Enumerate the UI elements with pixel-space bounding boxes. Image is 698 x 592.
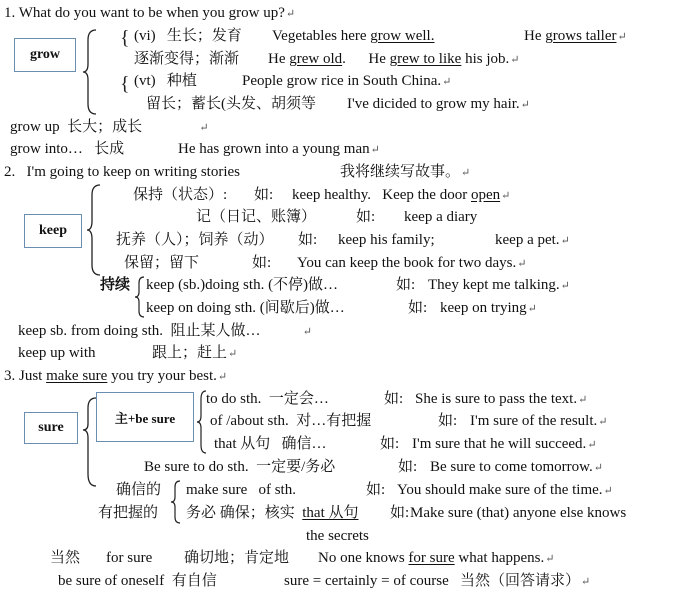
grow-gradually-example: He grew old. He grew to like his job.↵ bbox=[268, 51, 520, 67]
keep-diary-example: keep a diary bbox=[404, 209, 478, 225]
keep-diary-ru: 如: bbox=[356, 209, 376, 225]
subject-be-sure-box: 主+be sure bbox=[96, 392, 194, 442]
make-sure-brace bbox=[170, 480, 182, 524]
be-sure-to-example: Be sure to come tomorrow.↵ bbox=[430, 459, 603, 475]
grow-brace bbox=[82, 28, 102, 116]
keep-continue-brace bbox=[134, 276, 146, 318]
sure-that-ru: 如: bbox=[380, 436, 400, 452]
for-sure-cn: 当然 bbox=[50, 550, 81, 566]
sure-of-example: I'm sure of the result.↵ bbox=[470, 413, 608, 429]
section-2-heading: 2. I'm going to keep on writing stories bbox=[4, 164, 241, 180]
keep-diary-label: 记（日记、账簿） bbox=[196, 209, 317, 225]
make-sure-of-pattern: make sure of sth. bbox=[186, 482, 296, 498]
vi-brace: { bbox=[120, 27, 130, 49]
be-sure-to-pattern: Be sure to do sth. 一定要/务必 bbox=[144, 459, 336, 475]
make-sure-that-ru: 如: bbox=[390, 505, 410, 521]
keep-retain-label: 保留；留下 bbox=[124, 255, 200, 271]
grow-box: grow bbox=[14, 38, 76, 72]
grow-gradually-line: 逐渐变得；渐渐 bbox=[134, 51, 240, 67]
assured-label: 有把握的 bbox=[98, 505, 159, 521]
make-sure-that-pattern: 务必 确保；核实 that 从句 bbox=[186, 505, 359, 521]
keep-doing-pattern: keep (sb.)doing sth. (不停)做… bbox=[146, 277, 339, 293]
for-sure-phrase: for sure bbox=[106, 550, 153, 566]
grow-hair-example: I've dicided to grow my hair.↵ bbox=[347, 96, 530, 112]
vt-brace: { bbox=[120, 73, 130, 95]
keep-raise-example-2: keep a pet.↵ bbox=[495, 232, 570, 248]
make-sure-that-example-cont: the secrets bbox=[306, 528, 369, 544]
keep-doing-example: They kept me talking.↵ bbox=[428, 277, 570, 293]
keep-on-doing-ru: 如: bbox=[408, 300, 428, 316]
sure-to-do-example: She is sure to pass the text.↵ bbox=[415, 391, 588, 407]
keep-from-phrase: keep sb. from doing sth. 阻止某人做… ↵ bbox=[18, 323, 312, 339]
keep-state-example: keep healthy. Keep the door open↵ bbox=[292, 187, 511, 203]
keep-raise-ru: 如: bbox=[298, 232, 318, 248]
be-sure-to-ru: 如: bbox=[398, 459, 418, 475]
keep-retain-example: You can keep the book for two days.↵ bbox=[297, 255, 527, 271]
grow-vt-line: (vt) 种植 bbox=[134, 73, 197, 89]
make-sure-of-ru: 如: bbox=[366, 482, 386, 498]
grow-vi-line: (vi) 生长；发育 bbox=[134, 28, 242, 44]
make-sure-that-example: Make sure (that) anyone else knows bbox=[410, 505, 627, 521]
section-3-heading: 3. Just make sure you try your best.↵ bbox=[4, 368, 228, 384]
sure-that-pattern: that 从句 确信… bbox=[214, 436, 327, 452]
keep-state-label: 保持（状态）: bbox=[133, 187, 228, 203]
make-sure-of-example: You should make sure of the time.↵ bbox=[397, 482, 613, 498]
section-2-heading-cn: 我将继续写故事。↵ bbox=[340, 164, 471, 180]
sure-box: sure bbox=[24, 412, 78, 444]
sure-of-pattern: of /about sth. 对…有把握 bbox=[210, 413, 372, 429]
keep-box: keep bbox=[24, 214, 82, 248]
grow-hair-line: 留长；蓄长(头发、胡须等 bbox=[146, 96, 316, 112]
keep-doing-ru: 如: bbox=[396, 277, 416, 293]
keep-brace bbox=[86, 183, 106, 277]
for-sure-meaning: 确切地；肯定地 bbox=[184, 550, 290, 566]
grow-vi-example-2: He grows taller↵ bbox=[524, 28, 627, 44]
keep-raise-label: 抚养（人）；饲养（动） bbox=[116, 232, 274, 248]
grow-vi-example-1: Vegetables here grow well. bbox=[272, 28, 435, 44]
sure-of-oneself-phrase: be sure of oneself 有自信 bbox=[58, 573, 217, 589]
sure-to-do-ru: 如: bbox=[384, 391, 404, 407]
keep-raise-example-1: keep his family; bbox=[338, 232, 435, 248]
sure-of-ru: 如: bbox=[438, 413, 458, 429]
grow-into-example: He has grown into a young man↵ bbox=[178, 141, 380, 157]
section-1-heading: 1. What do you want to be when you grow up?↵ bbox=[4, 5, 296, 21]
grow-vt-example: People grow rice in South China.↵ bbox=[242, 73, 452, 89]
keep-continue-label: 持续 bbox=[100, 277, 131, 293]
sure-to-do-pattern: to do sth. 一定会… bbox=[206, 391, 329, 407]
keep-state-ru: 如: bbox=[254, 187, 274, 203]
sure-certainly-phrase: sure = certainly = of course 当然（回答请求）↵ bbox=[284, 573, 591, 589]
grow-into-phrase: grow into… 长成 bbox=[10, 141, 125, 157]
keep-on-doing-example: keep on trying↵ bbox=[440, 300, 537, 316]
sure-that-example: I'm sure that he will succeed.↵ bbox=[412, 436, 597, 452]
grow-up-phrase: grow up 长大；成长 ↵ bbox=[10, 119, 209, 135]
keep-on-doing-pattern: keep on doing sth. (间歇后)做… bbox=[146, 300, 345, 316]
keep-up-with-phrase: keep up with bbox=[18, 345, 96, 361]
for-sure-example: No one knows for sure what happens.↵ bbox=[318, 550, 555, 566]
certain-label: 确信的 bbox=[116, 482, 162, 498]
keep-retain-ru: 如: bbox=[252, 255, 272, 271]
keep-up-with-cn: 跟上；赶上↵ bbox=[152, 345, 238, 361]
